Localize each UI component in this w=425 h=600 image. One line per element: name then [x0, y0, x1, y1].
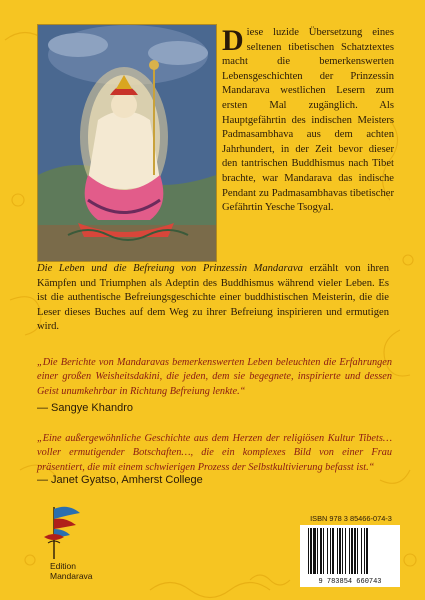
- endorsement-attribution-2: — Janet Gyatso, Amherst College: [37, 474, 203, 486]
- barcode-bar: [332, 528, 334, 574]
- barcode-bar: [317, 528, 318, 574]
- publisher-name: [50, 561, 110, 581]
- barcode-bars: [300, 525, 400, 587]
- barcode-bar: [354, 528, 356, 574]
- barcode-bar: [345, 528, 346, 574]
- endorsement-attribution-1: — Sangye Khandro: [37, 402, 134, 414]
- mandarava-illustration: [38, 25, 216, 261]
- description-paragraph: [37, 262, 389, 335]
- cover-painting-mandarava: [37, 24, 217, 262]
- barcode-bar: [330, 528, 331, 574]
- barcode-bar: [320, 528, 322, 574]
- barcode-bar: [310, 528, 312, 574]
- barcode-bar: [323, 528, 324, 574]
- intro-paragraph: [222, 26, 394, 216]
- barcode-bar: [337, 528, 338, 574]
- publisher-logo-icon: [36, 503, 84, 561]
- publisher-line-2: Mandarava: [50, 571, 93, 581]
- barcode-bar: [342, 528, 343, 574]
- book-title-italic: Die Leben und die Befreiung von Prinzessin Mandarava: [37, 263, 303, 274]
- barcode-bar: [349, 528, 350, 574]
- barcode-digits: 9 783854 660743: [318, 578, 382, 586]
- isbn-text: ISBN 978 3 85466-074-3: [310, 514, 392, 523]
- barcode-bar: [351, 528, 353, 574]
- drop-cap: D: [222, 24, 244, 57]
- barcode-bar: [357, 528, 358, 574]
- intro-text: iese luzide Übersetzung eines seltenen tibetischen Schatztextes macht die bemerkenswerten Lebensgeschichten der Prinzessin Mandarava westlichen Lesern zum ersten Mal zugänglich. Als Hauptgefährtin des indischen Meisters Padmasambhava aus dem achten Jahrhundert, in der Zeit bevor dieser den tantrischen Buddhismus nach Tibet brachte, war Mandarava das indische Pendant zu Padmasambhavas tibetischer Gefährtin Yesche Tsogyal.: [222, 27, 394, 214]
- barcode-bar: [361, 528, 362, 574]
- barcode-bar: [308, 528, 309, 574]
- publisher-line-1: Edition: [50, 561, 76, 571]
- barcode-bar: [366, 528, 368, 574]
- endorsement-quote-1: „Die Berichte von Mandaravas bemerkenswerten Leben beleuchten die Erfahrungen einer großen Weisheitsdakini, die jeden, dem sie begegnete, inspirierte und dessen Geist unumkehrbar in Richtung Befreiung lenkte.“: [37, 357, 392, 397]
- barcode-bar: [339, 528, 341, 574]
- description-text: erzählt von ihren Kämpfen und Triumphen als Adeptin des Buddhismus während vieler Leben. Es ist die authentische Befreiungsgeschichte einer buddhistischen Meisterin, die die Leser dieses Buches auf dem Weg zu ihrer Befreiung inspirieren und ermutigen wird.: [37, 263, 390, 332]
- barcode-bar: [364, 528, 365, 574]
- barcode-bar: [313, 528, 316, 574]
- barcode-bar: [327, 528, 328, 574]
- endorsement-quote-2: „Eine außergewöhnliche Geschichte aus dem Herzen der religiösen Kultur Tibets… voller ermutigender Botschaften…, die ein komplexes Bild von einer Frau präsentiert, die mit einem schwierigen Prozess der Selbstkultivierung befasst ist.“: [37, 433, 392, 473]
- barcode: [300, 525, 400, 587]
